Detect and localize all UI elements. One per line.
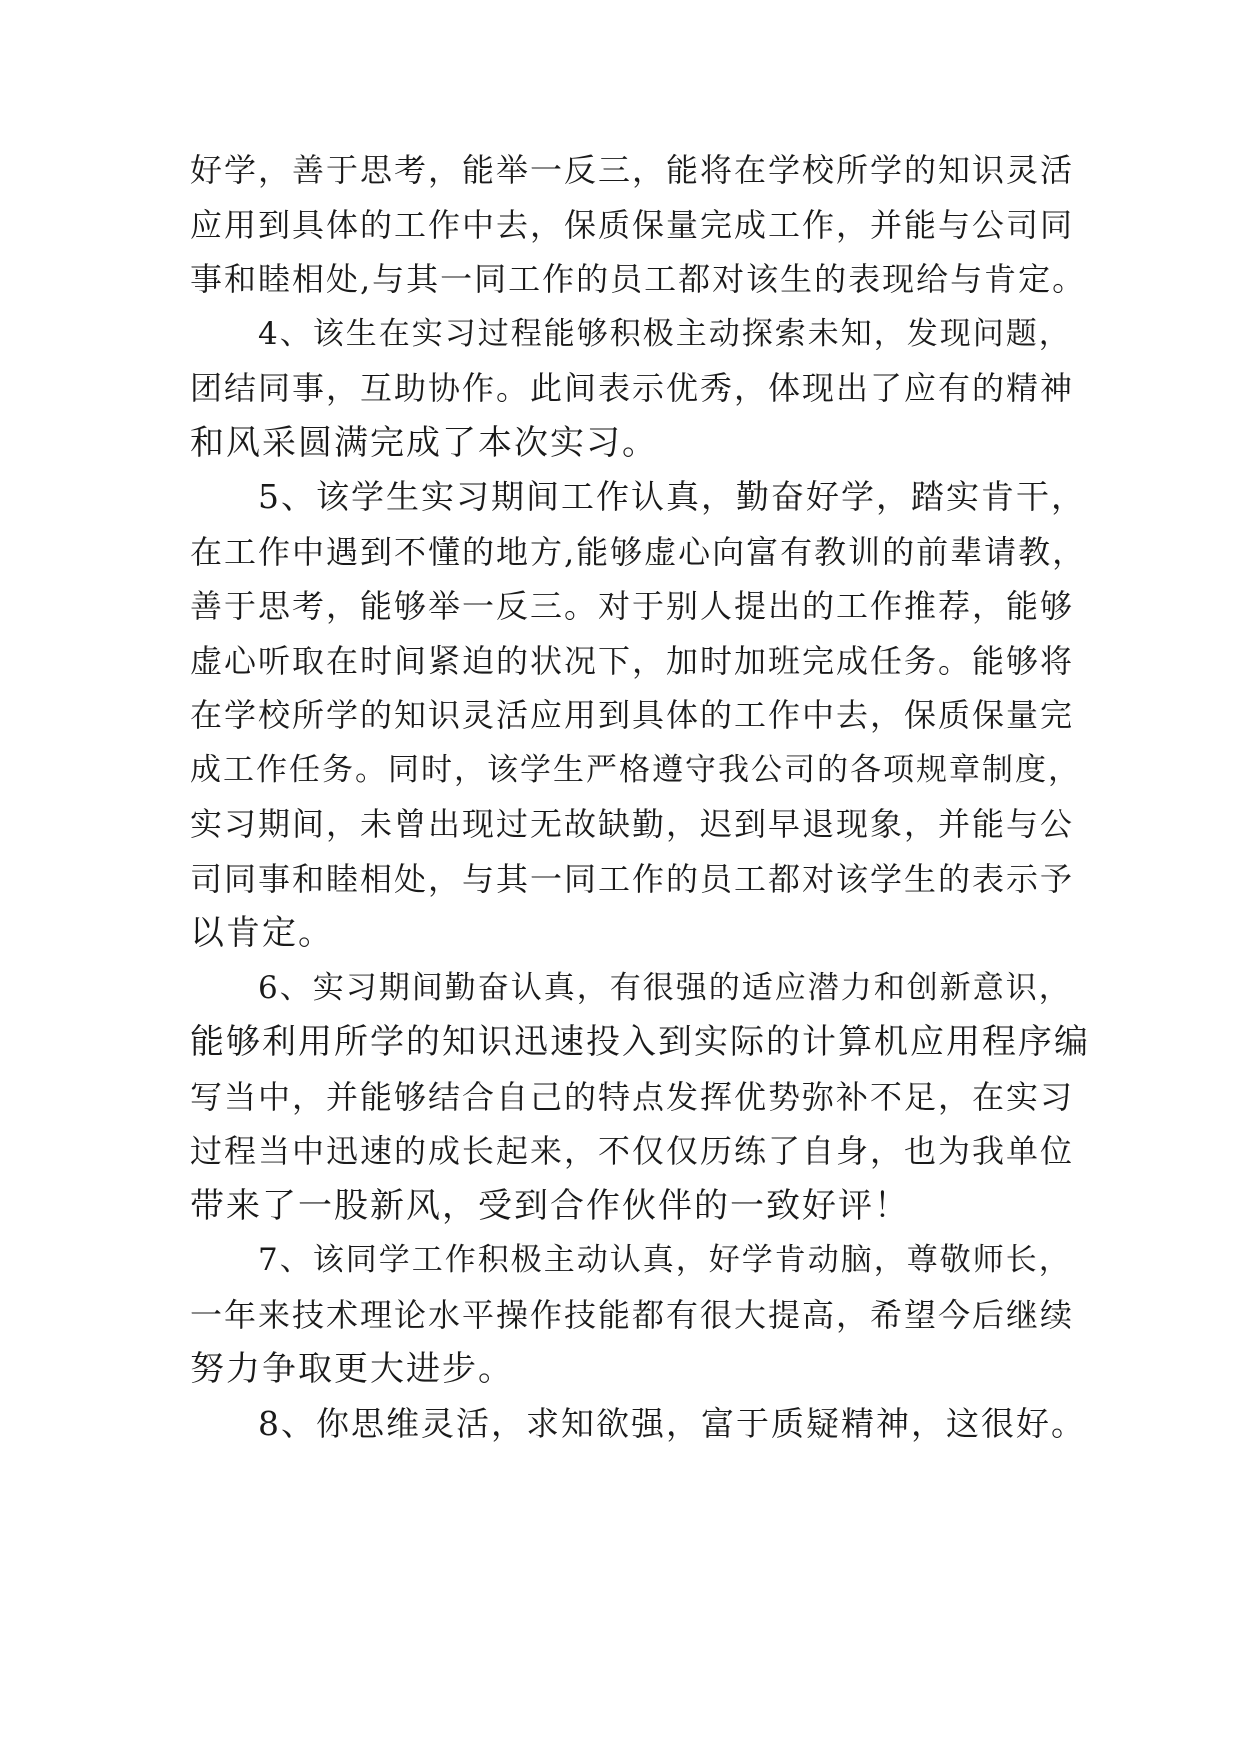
paragraph-start-4: 4、该生在实习过程能够积极主动探索未知，发现问题， xyxy=(258,316,1072,352)
text-line: 成工作任务。同时，该学生严格遵守我公司的各项规章制度， xyxy=(190,752,1081,788)
text-line: 虚心听取在时间紧迫的状况下，加时加班完成任务。能够将 xyxy=(190,642,1075,680)
text-line: 努力争取更大进步。 xyxy=(190,1349,514,1389)
text-line: 过程当中迅速的成长起来，不仅仅历练了自身，也为我单位 xyxy=(190,1132,1075,1170)
paragraph-start-8: 8、你思维灵活，求知欲强，富于质疑精神，这很好。 xyxy=(258,1404,1086,1443)
text-line: 实习期间，未曾出现过无故缺勤，迟到早退现象，并能与公 xyxy=(190,805,1075,843)
paragraph-start-7: 7、该同学工作积极主动认真，好学肯动脑，尊敬师长， xyxy=(258,1242,1072,1278)
text-line: 以肯定。 xyxy=(190,913,334,953)
paragraph-start-5: 5、该学生实习期间工作认真，勤奋好学，踏实肯干， xyxy=(258,477,1086,516)
text-line: 善于思考，能够举一反三。对于别人提出的工作推荐，能够 xyxy=(190,587,1075,625)
text-line: 在工作中遇到不懂的地方,能够虚心向富有教训的前辈请教， xyxy=(190,533,1087,571)
text-line: 写当中，并能够结合自己的特点发挥优势弥补不足，在实习 xyxy=(190,1078,1075,1116)
text-line: 团结同事，互助协作。此间表示优秀，体现出了应有的精神 xyxy=(190,369,1075,407)
text-line: 带来了一股新风，受到合作伙伴的一致好评！ xyxy=(190,1186,910,1226)
paragraph-start-6: 6、实习期间勤奋认真，有很强的适应潜力和创新意识， xyxy=(258,970,1072,1006)
text-line: 司同事和睦相处，与其一同工作的员工都对该学生的表示予 xyxy=(190,860,1075,898)
text-line: 和风采圆满完成了本次实习。 xyxy=(190,423,658,463)
text-line: 应用到具体的工作中去，保质保量完成工作，并能与公司同 xyxy=(190,206,1075,244)
text-line: 一年来技术理论水平操作技能都有很大提高，希望今后继续 xyxy=(190,1296,1075,1334)
text-line: 好学，善于思考，能举一反三，能将在学校所学的知识灵活 xyxy=(190,151,1075,189)
text-line: 能够利用所学的知识迅速投入到实际的计算机应用程序编 xyxy=(190,1022,1090,1062)
text-line: 事和睦相处,与其一同工作的员工都对该生的表现给与肯定。 xyxy=(190,260,1087,298)
text-line: 在学校所学的知识灵活应用到具体的工作中去，保质保量完 xyxy=(190,696,1075,734)
